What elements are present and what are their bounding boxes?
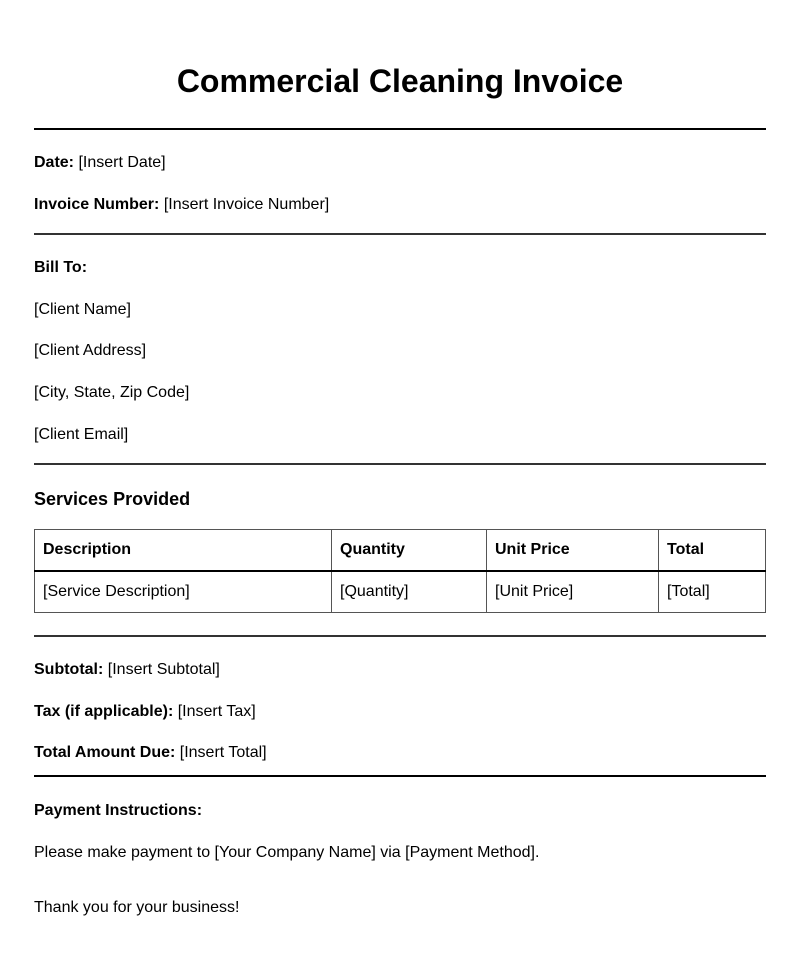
invoice-number-label: Invoice Number: (34, 196, 160, 213)
services-heading: Services Provided (34, 489, 191, 509)
table-header-row (35, 530, 766, 572)
bill-to-label: Bill To: (34, 259, 88, 276)
totals-divider (34, 775, 766, 777)
date-label: Date: (34, 154, 75, 171)
cell-quantity: [Quantity] (332, 571, 487, 613)
client-city-state-zip: [City, State, Zip Code] (34, 384, 190, 401)
meta-divider (34, 233, 766, 235)
subtotal-line (34, 660, 220, 680)
bill-to-divider (34, 463, 766, 465)
client-name: [Client Name] (34, 301, 131, 318)
total-due-value: [Insert Total] (179, 744, 267, 761)
closing-text: Thank you for your business! (34, 899, 240, 916)
bill-to-heading (34, 258, 87, 278)
date-value: [Insert Date] (78, 154, 166, 171)
tax-value: [Insert Tax] (177, 703, 256, 720)
services-table (34, 529, 766, 613)
client-email: [Client Email] (34, 426, 129, 443)
client-address: [Client Address] (34, 342, 147, 359)
page-title: Commercial Cleaning Invoice (176, 63, 624, 99)
cell-total: [Total] (659, 571, 766, 613)
date-line (34, 153, 166, 173)
payment-label: Payment Instructions: (34, 802, 203, 819)
total-due-line (34, 743, 267, 763)
subtotal-value: [Insert Subtotal] (107, 661, 220, 678)
payment-heading (34, 801, 202, 821)
column-header-total: Total (659, 530, 766, 572)
total-due-label: Total Amount Due: (34, 744, 176, 761)
column-header-description: Description (35, 530, 332, 572)
tax-line (34, 702, 256, 722)
invoice-number-value: [Insert Invoice Number] (163, 196, 330, 213)
table-row (35, 571, 766, 613)
cell-description: [Service Description] (35, 571, 332, 613)
subtotal-label: Subtotal: (34, 661, 104, 678)
services-divider (34, 635, 766, 637)
cell-unit-price: [Unit Price] (487, 571, 659, 613)
column-header-unit-price: Unit Price (487, 530, 659, 572)
column-header-quantity: Quantity (332, 530, 487, 572)
tax-label: Tax (if applicable): (34, 703, 174, 720)
payment-instructions: Please make payment to [Your Company Name] via [Payment Method]. (34, 844, 540, 861)
title-divider (34, 128, 766, 130)
invoice-number-line (34, 195, 329, 215)
